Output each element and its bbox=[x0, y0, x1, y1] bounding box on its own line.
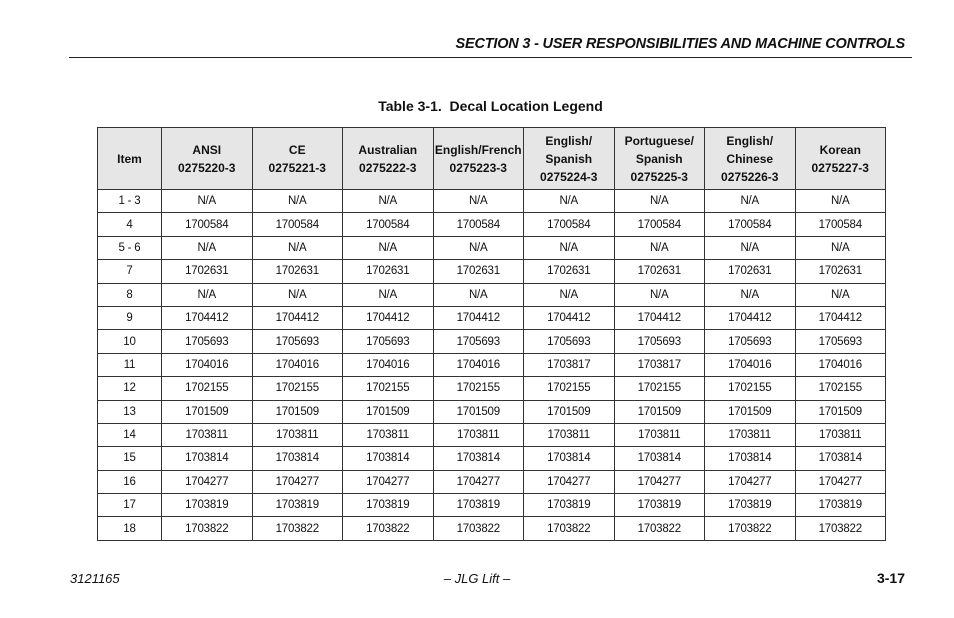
column-header-line: 0275224-3 bbox=[540, 169, 598, 184]
part-number-cell: 1703819 bbox=[524, 494, 615, 517]
item-cell: 17 bbox=[98, 494, 162, 517]
column-header-line: 0275222-3 bbox=[359, 160, 417, 175]
part-number-cell: 1703811 bbox=[162, 423, 253, 446]
part-number-cell: 1705693 bbox=[524, 330, 615, 353]
part-number-cell: 1704277 bbox=[705, 470, 796, 493]
part-number-cell: 1704016 bbox=[795, 353, 886, 376]
part-number-cell: 1704412 bbox=[524, 306, 615, 329]
part-number-cell: 1703819 bbox=[705, 494, 796, 517]
item-cell: 13 bbox=[98, 400, 162, 423]
part-number-cell: 1704412 bbox=[795, 306, 886, 329]
part-number-cell: 1702155 bbox=[705, 377, 796, 400]
part-number-cell: 1703814 bbox=[524, 447, 615, 470]
part-number-cell: N/A bbox=[343, 283, 434, 306]
table-header-row bbox=[98, 128, 886, 190]
part-number-cell: N/A bbox=[795, 236, 886, 259]
part-number-cell: 1700584 bbox=[252, 213, 343, 236]
part-number-cell: 1701509 bbox=[795, 400, 886, 423]
column-header-line: Portuguese/ bbox=[624, 133, 694, 148]
table-row bbox=[98, 213, 886, 236]
part-number-cell: N/A bbox=[795, 190, 886, 213]
part-number-cell: N/A bbox=[705, 283, 796, 306]
part-number-cell: 1701509 bbox=[252, 400, 343, 423]
part-number-cell: 1703822 bbox=[252, 517, 343, 540]
part-number-cell: 1704277 bbox=[343, 470, 434, 493]
part-number-cell: 1704016 bbox=[433, 353, 524, 376]
part-number-cell: 1701509 bbox=[614, 400, 705, 423]
part-number-cell: N/A bbox=[524, 236, 615, 259]
part-number-cell: 1700584 bbox=[795, 213, 886, 236]
part-number-cell: 1703822 bbox=[162, 517, 253, 540]
item-cell: 7 bbox=[98, 260, 162, 283]
part-number-cell: 1703811 bbox=[795, 423, 886, 446]
part-number-cell: 1704412 bbox=[252, 306, 343, 329]
column-header-line: English/ bbox=[545, 133, 593, 148]
part-number-cell: 1704016 bbox=[705, 353, 796, 376]
column-header-line: 0275223-3 bbox=[449, 160, 507, 175]
table-row bbox=[98, 330, 886, 353]
part-number-cell: N/A bbox=[524, 283, 615, 306]
part-number-cell: 1702631 bbox=[162, 260, 253, 283]
part-number-cell: N/A bbox=[343, 236, 434, 259]
part-number-cell: 1702631 bbox=[614, 260, 705, 283]
part-number-cell: 1705693 bbox=[252, 330, 343, 353]
column-header bbox=[795, 128, 886, 190]
part-number-cell: 1702155 bbox=[795, 377, 886, 400]
item-cell: 5 - 6 bbox=[98, 236, 162, 259]
table-row bbox=[98, 260, 886, 283]
part-number-cell: 1704016 bbox=[162, 353, 253, 376]
part-number-cell: 1705693 bbox=[614, 330, 705, 353]
footer-brand: – JLG Lift – bbox=[443, 571, 511, 586]
column-header-line: 0275221-3 bbox=[268, 160, 326, 175]
part-number-cell: 1702631 bbox=[252, 260, 343, 283]
part-number-cell: 1702155 bbox=[162, 377, 253, 400]
part-number-cell: 1704016 bbox=[252, 353, 343, 376]
part-number-cell: 1703814 bbox=[614, 447, 705, 470]
part-number-cell: 1703814 bbox=[795, 447, 886, 470]
part-number-cell: 1704277 bbox=[614, 470, 705, 493]
column-header-line: 0275227-3 bbox=[811, 160, 869, 175]
part-number-cell: 1703822 bbox=[343, 517, 434, 540]
part-number-cell: N/A bbox=[433, 236, 524, 259]
part-number-cell: 1703822 bbox=[705, 517, 796, 540]
column-header-line: Chinese bbox=[726, 151, 774, 166]
table-row bbox=[98, 306, 886, 329]
part-number-cell: N/A bbox=[795, 283, 886, 306]
part-number-cell: N/A bbox=[162, 236, 253, 259]
part-number-cell: 1703819 bbox=[343, 494, 434, 517]
part-number-cell: 1704277 bbox=[524, 470, 615, 493]
table-row bbox=[98, 377, 886, 400]
column-header-line: English/ bbox=[726, 133, 774, 148]
item-cell: 1 - 3 bbox=[98, 190, 162, 213]
part-number-cell: 1703811 bbox=[433, 423, 524, 446]
part-number-cell: 1702631 bbox=[795, 260, 886, 283]
column-header-line: 0275226-3 bbox=[721, 169, 779, 184]
table-row bbox=[98, 236, 886, 259]
footer-document-number: 3121165 bbox=[70, 571, 120, 586]
part-number-cell: 1703811 bbox=[705, 423, 796, 446]
part-number-cell: 1704277 bbox=[252, 470, 343, 493]
table-row bbox=[98, 447, 886, 470]
column-header-line: 0275225-3 bbox=[630, 169, 688, 184]
part-number-cell: 1703814 bbox=[343, 447, 434, 470]
table-row bbox=[98, 400, 886, 423]
part-number-cell: 1703814 bbox=[705, 447, 796, 470]
part-number-cell: 1703822 bbox=[795, 517, 886, 540]
part-number-cell: 1703822 bbox=[614, 517, 705, 540]
item-cell: 8 bbox=[98, 283, 162, 306]
part-number-cell: 1703817 bbox=[614, 353, 705, 376]
item-cell: 9 bbox=[98, 306, 162, 329]
column-header-line: Item bbox=[117, 151, 142, 166]
part-number-cell: 1703819 bbox=[795, 494, 886, 517]
part-number-cell: 1703817 bbox=[524, 353, 615, 376]
part-number-cell: 1700584 bbox=[433, 213, 524, 236]
part-number-cell: N/A bbox=[433, 283, 524, 306]
item-cell: 10 bbox=[98, 330, 162, 353]
part-number-cell: 1702631 bbox=[433, 260, 524, 283]
column-header-line: Australian bbox=[358, 142, 418, 157]
part-number-cell: 1704412 bbox=[705, 306, 796, 329]
part-number-cell: 1704412 bbox=[614, 306, 705, 329]
item-cell: 12 bbox=[98, 377, 162, 400]
decal-location-legend-table bbox=[97, 127, 886, 541]
part-number-cell: 1704016 bbox=[343, 353, 434, 376]
column-header bbox=[252, 128, 343, 190]
part-number-cell: 1702155 bbox=[343, 377, 434, 400]
part-number-cell: N/A bbox=[252, 190, 343, 213]
part-number-cell: 1700584 bbox=[614, 213, 705, 236]
part-number-cell: 1703811 bbox=[524, 423, 615, 446]
part-number-cell: 1702155 bbox=[252, 377, 343, 400]
part-number-cell: N/A bbox=[614, 283, 705, 306]
part-number-cell: N/A bbox=[705, 236, 796, 259]
part-number-cell: 1700584 bbox=[705, 213, 796, 236]
item-cell: 14 bbox=[98, 423, 162, 446]
part-number-cell: 1705693 bbox=[433, 330, 524, 353]
column-header bbox=[433, 128, 524, 190]
part-number-cell: 1703811 bbox=[343, 423, 434, 446]
part-number-cell: 1704412 bbox=[162, 306, 253, 329]
part-number-cell: 1704412 bbox=[343, 306, 434, 329]
column-header bbox=[162, 128, 253, 190]
part-number-cell: 1702631 bbox=[524, 260, 615, 283]
part-number-cell: 1703819 bbox=[162, 494, 253, 517]
part-number-cell: 1702631 bbox=[343, 260, 434, 283]
part-number-cell: N/A bbox=[433, 190, 524, 213]
part-number-cell: 1701509 bbox=[705, 400, 796, 423]
part-number-cell: N/A bbox=[343, 190, 434, 213]
table-title: Table 3-1. Decal Location Legend bbox=[378, 98, 603, 114]
item-cell: 11 bbox=[98, 353, 162, 376]
part-number-cell: 1703811 bbox=[252, 423, 343, 446]
part-number-cell: 1700584 bbox=[343, 213, 434, 236]
part-number-cell: N/A bbox=[162, 283, 253, 306]
table-row bbox=[98, 283, 886, 306]
table-row bbox=[98, 353, 886, 376]
table-row bbox=[98, 423, 886, 446]
part-number-cell: 1703822 bbox=[524, 517, 615, 540]
column-header bbox=[343, 128, 434, 190]
table-row bbox=[98, 494, 886, 517]
column-header bbox=[524, 128, 615, 190]
item-cell: 18 bbox=[98, 517, 162, 540]
column-header bbox=[614, 128, 705, 190]
header-divider bbox=[69, 57, 912, 58]
part-number-cell: 1701509 bbox=[162, 400, 253, 423]
part-number-cell: N/A bbox=[614, 236, 705, 259]
part-number-cell: 1700584 bbox=[162, 213, 253, 236]
part-number-cell: 1700584 bbox=[524, 213, 615, 236]
item-cell: 16 bbox=[98, 470, 162, 493]
part-number-cell: 1702155 bbox=[524, 377, 615, 400]
part-number-cell: 1702155 bbox=[614, 377, 705, 400]
footer-page-number: 3-17 bbox=[876, 570, 905, 586]
column-header-line: English/French bbox=[434, 142, 522, 157]
part-number-cell: 1704277 bbox=[162, 470, 253, 493]
part-number-cell: 1703814 bbox=[162, 447, 253, 470]
part-number-cell: 1703811 bbox=[614, 423, 705, 446]
table-row bbox=[98, 517, 886, 540]
part-number-cell: N/A bbox=[252, 283, 343, 306]
part-number-cell: 1703814 bbox=[433, 447, 524, 470]
part-number-cell: 1703819 bbox=[433, 494, 524, 517]
item-cell: 4 bbox=[98, 213, 162, 236]
part-number-cell: 1703822 bbox=[433, 517, 524, 540]
part-number-cell: 1704412 bbox=[433, 306, 524, 329]
part-number-cell: 1702155 bbox=[433, 377, 524, 400]
item-cell: 15 bbox=[98, 447, 162, 470]
column-header-line: Korean bbox=[819, 142, 861, 157]
section-header: SECTION 3 - USER RESPONSIBILITIES AND MACHINE CONTROLS bbox=[455, 36, 905, 52]
part-number-cell: 1703819 bbox=[614, 494, 705, 517]
part-number-cell: 1701509 bbox=[524, 400, 615, 423]
column-header-line: Spanish bbox=[545, 151, 593, 166]
part-number-cell: 1704277 bbox=[795, 470, 886, 493]
part-number-cell: 1705693 bbox=[705, 330, 796, 353]
part-number-cell: 1703814 bbox=[252, 447, 343, 470]
column-header-line: Spanish bbox=[635, 151, 683, 166]
column-header-line: CE bbox=[288, 142, 306, 157]
part-number-cell: N/A bbox=[705, 190, 796, 213]
table-row bbox=[98, 190, 886, 213]
part-number-cell: 1705693 bbox=[343, 330, 434, 353]
part-number-cell: N/A bbox=[524, 190, 615, 213]
part-number-cell: 1705693 bbox=[795, 330, 886, 353]
part-number-cell: 1701509 bbox=[433, 400, 524, 423]
part-number-cell: 1705693 bbox=[162, 330, 253, 353]
table-body bbox=[98, 190, 886, 541]
column-header-line: 0275220-3 bbox=[178, 160, 236, 175]
part-number-cell: 1703819 bbox=[252, 494, 343, 517]
column-header-line: ANSI bbox=[192, 142, 222, 157]
part-number-cell: 1702631 bbox=[705, 260, 796, 283]
part-number-cell: N/A bbox=[614, 190, 705, 213]
part-number-cell: 1701509 bbox=[343, 400, 434, 423]
part-number-cell: N/A bbox=[162, 190, 253, 213]
column-header bbox=[705, 128, 796, 190]
part-number-cell: 1704277 bbox=[433, 470, 524, 493]
part-number-cell: N/A bbox=[252, 236, 343, 259]
column-header bbox=[98, 128, 162, 190]
table-row bbox=[98, 470, 886, 493]
